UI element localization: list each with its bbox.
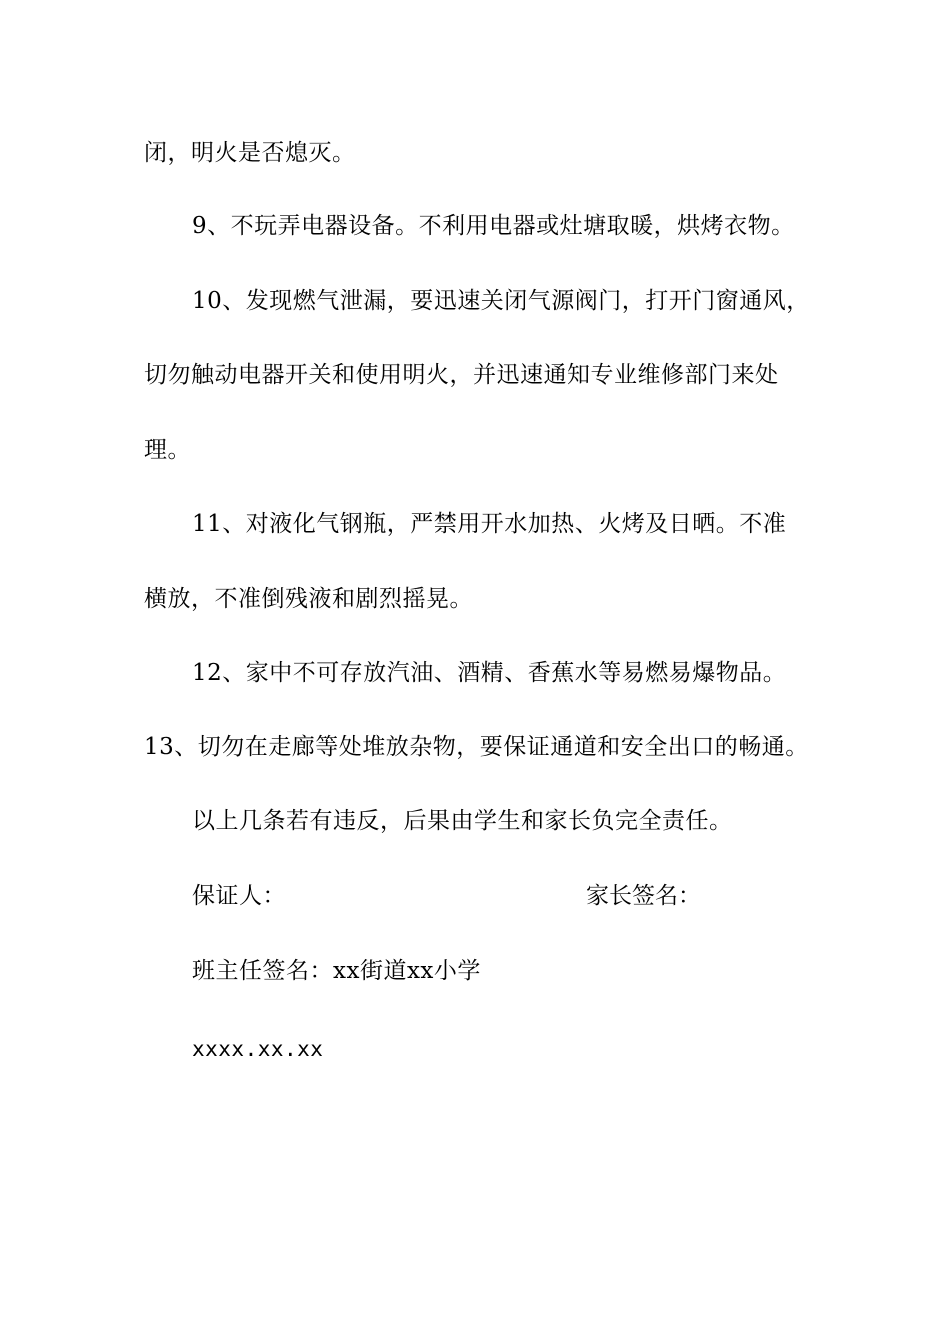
rule-12: 12、家中不可存放汽油、酒精、香蕉水等易燃易爆物品。 [192, 660, 787, 686]
teacher-signature-line: 班主任签名：xx街道xx小学 [192, 958, 481, 984]
rule-10-line-2: 切勿触动电器开关和使用明火，并迅速通知专业维修部门来处 [144, 362, 779, 388]
parent-signature-label: 家长签名： [586, 883, 701, 909]
rule-11-line-1: 11、对液化气钢瓶，严禁用开水加热、火烤及日晒。不准 [192, 511, 787, 537]
rule-10-line-1: 10、发现燃气泄漏，要迅速关闭气源阀门，打开门窗通风， [192, 288, 810, 314]
rule-13: 13、切勿在走廊等处堆放杂物，要保证通道和安全出口的畅通。 [144, 734, 809, 760]
document-date: xxxx.xx.xx [192, 1037, 324, 1061]
responsibility-statement: 以上几条若有违反，后果由学生和家长负完全责任。 [192, 808, 733, 834]
guarantor-label: 保证人： [192, 883, 286, 909]
rule-9: 9、不玩弄电器设备。不利用电器或灶塘取暖，烘烤衣物。 [192, 213, 795, 239]
rule-10-line-3: 理。 [144, 437, 191, 463]
paragraph-line-continuation: 闭，明火是否熄灭。 [144, 140, 356, 166]
rule-11-line-2: 横放，不准倒残液和剧烈摇晃。 [144, 586, 473, 612]
